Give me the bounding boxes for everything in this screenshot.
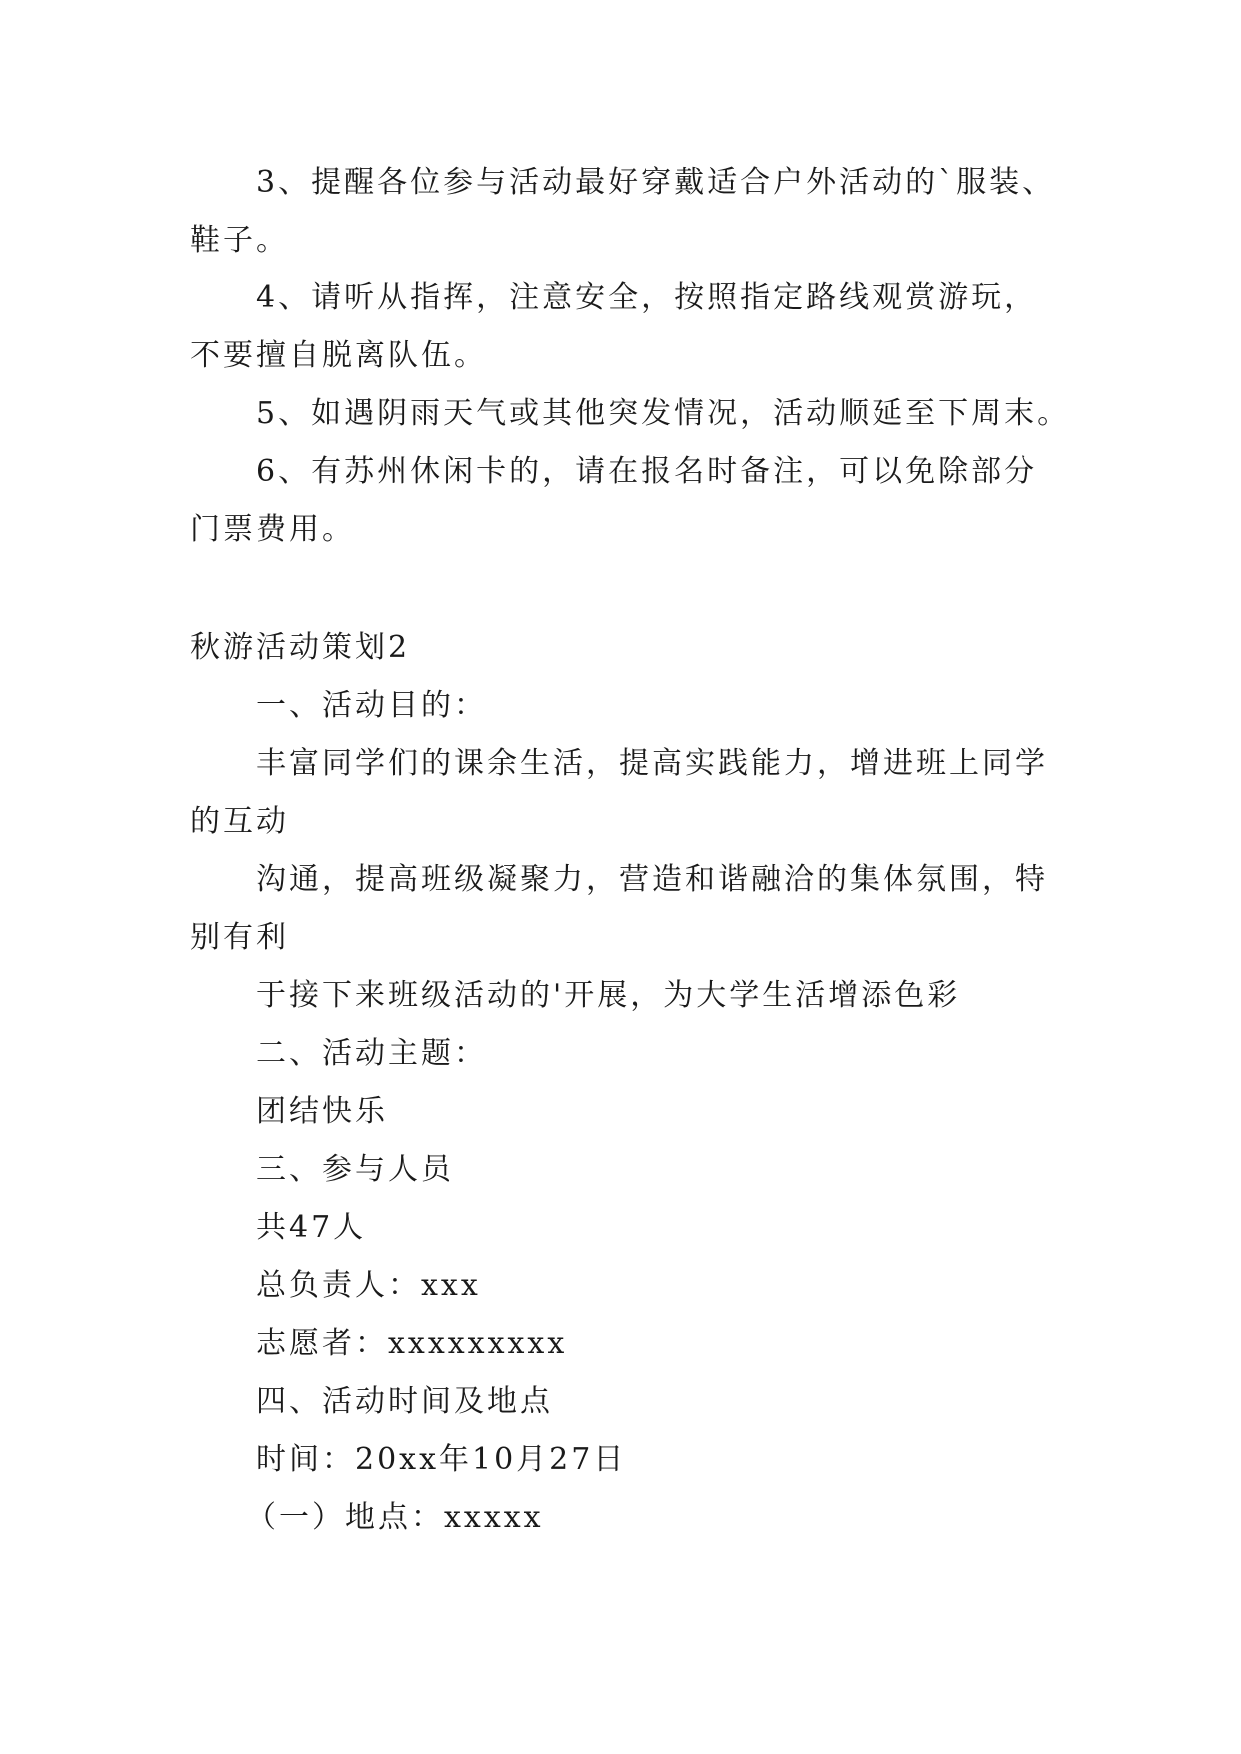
list-item-5: 5、如遇阴雨天气或其他突发情况，活动顺延至下周末。 xyxy=(256,396,1071,431)
volunteers-line: 志愿者：xxxxxxxxx xyxy=(256,1326,568,1361)
purpose-heading: 一、活动目的： xyxy=(256,688,487,723)
section-title: 秋游活动策划2 xyxy=(190,630,411,665)
list-item-4-line-2: 不要擅自脱离队伍。 xyxy=(190,338,487,373)
time-line: 时间：20xx年10月27日 xyxy=(256,1442,627,1477)
purpose-paragraph-1-line-1: 丰富同学们的课余生活，提高实践能力，增进班上同学 xyxy=(256,746,1048,781)
theme-heading: 二、活动主题： xyxy=(256,1036,487,1071)
participants-heading: 三、参与人员 xyxy=(256,1152,454,1187)
participants-count: 共47人 xyxy=(256,1210,367,1245)
list-item-3-line-2: 鞋子。 xyxy=(190,223,289,258)
list-item-6-line-1: 6、有苏州休闲卡的，请在报名时备注，可以免除部分 xyxy=(256,454,1038,489)
purpose-paragraph-1-line-2: 的互动 xyxy=(190,804,289,839)
theme-value: 团结快乐 xyxy=(256,1094,388,1129)
purpose-paragraph-2-line-1: 沟通，提高班级凝聚力，营造和谐融洽的集体氛围，特 xyxy=(256,862,1048,897)
purpose-paragraph-3: 于接下来班级活动的'开展，为大学生活增添色彩 xyxy=(256,978,961,1013)
leader-line: 总负责人：xxx xyxy=(256,1268,481,1303)
list-item-6-line-2: 门票费用。 xyxy=(190,512,355,547)
time-place-heading: 四、活动时间及地点 xyxy=(256,1384,553,1419)
list-item-4-line-1: 4、请听从指挥，注意安全，按照指定路线观赏游玩， xyxy=(256,280,1038,315)
purpose-paragraph-2-line-2: 别有利 xyxy=(190,920,289,955)
place-line: （一）地点：xxxxx xyxy=(246,1500,544,1535)
list-item-3-line-1: 3、提醒各位参与活动最好穿戴适合户外活动的`服装、 xyxy=(256,165,1056,200)
